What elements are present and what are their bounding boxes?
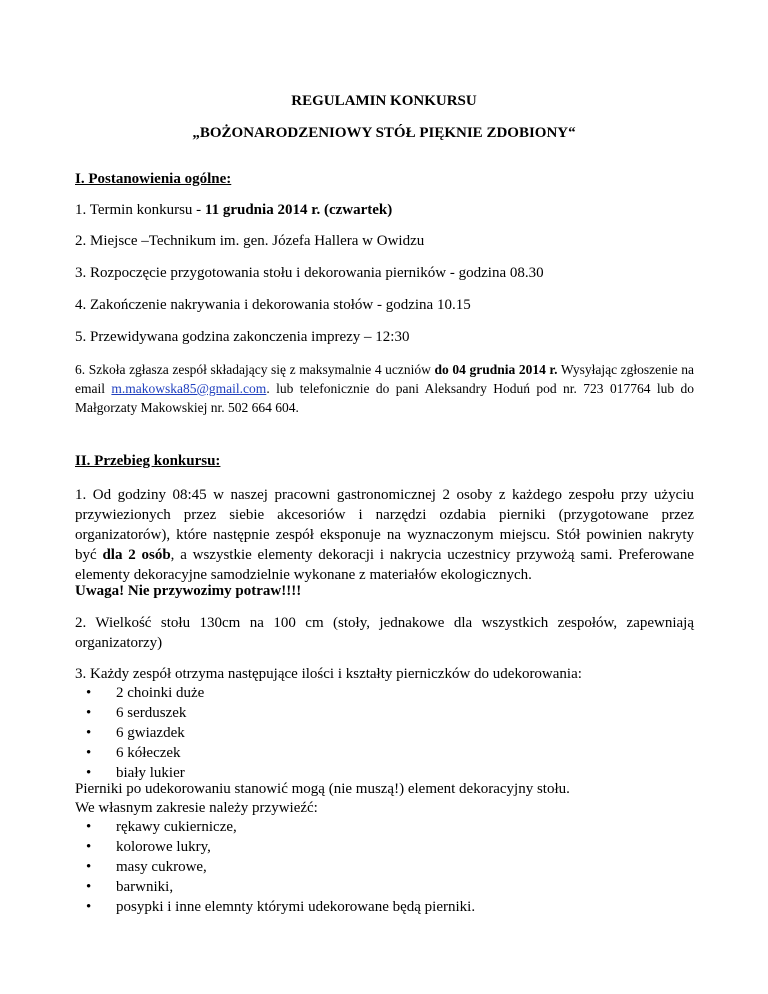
list-item: • rękawy cukiernicze, xyxy=(86,819,237,835)
contest-date: 11 grudnia 2014 r. (czwartek) xyxy=(204,202,393,218)
list-item: • biały lukier xyxy=(86,765,185,781)
section-1-item-1: 1. Termin konkursu - 11 grudnia 2014 r. (czwartek) xyxy=(75,202,393,218)
section-2-paragraph-5: We własnym zakresie należy przywieźć: xyxy=(75,800,318,816)
section-1-item-3: 3. Rozpoczęcie przygotowania stołu i dekorowania pierników - godzina 08.30 xyxy=(75,265,544,281)
bullet-icon: • xyxy=(86,819,92,835)
bullet-icon: • xyxy=(86,839,92,855)
supplies-list xyxy=(86,817,475,917)
section-1-item-2: 2. Miejsce –Technikum im. gen. Józefa Hallera w Owidzu xyxy=(75,233,425,249)
document-subtitle: „BOŻONARODZENIOWY STÓŁ PIĘKNIE ZDOBIONY“ xyxy=(192,125,576,141)
section-2-paragraph-4: Pierniki po udekorowaniu stanowić mogą (nie muszą!) element dekoracyjny stołu. xyxy=(75,781,570,797)
section-1-item-5: 5. Przewidywana godzina zakonczenia imprezy – 12:30 xyxy=(75,329,410,345)
section-2-heading: II. Przebieg konkursu: xyxy=(75,453,221,469)
gingerbread-list xyxy=(86,683,204,783)
registration-deadline: do 04 grudnia 2014 r. xyxy=(434,362,558,377)
bullet-icon: • xyxy=(86,765,92,781)
bullet-icon: • xyxy=(86,685,92,701)
bullet-icon: • xyxy=(86,705,92,721)
section-2-paragraph-3: 3. Każdy zespół otrzyma następujące ilości i kształty pierniczków do udekorowania: xyxy=(75,666,582,682)
bullet-icon: • xyxy=(86,859,92,875)
bullet-icon: • xyxy=(86,899,92,915)
list-item: • 2 choinki duże xyxy=(86,685,205,701)
document-title: REGULAMIN KONKURSU xyxy=(291,93,477,109)
section-1-item-4: 4. Zakończenie nakrywania i dekorowania stołów - godzina 10.15 xyxy=(75,297,471,313)
email-link[interactable]: m.makowska85@gmail.com xyxy=(111,381,267,396)
section-2-paragraph-1: 1. Od godziny 08:45 w naszej pracowni gastronomicznej 2 osoby z każdego zespołu przy użyciu przywiezionych przez siebie akcesoriów i narzędzi ozdabia pierniki (przygotowane przez organizatorów), które następnie zespół eksponuje na wyznaczonym miejscu. Stół powinien nakryty być dla 2 osób, a wszystkie elementy dekoracji i nakrycia uczestnicy przywożą sami. Preferowane elementy dekoracyjne samodzielnie wykonane z materiałów ekologicznych. xyxy=(75,487,694,583)
list-item: • masy cukrowe, xyxy=(86,859,207,875)
bullet-icon: • xyxy=(86,725,92,741)
list-item: • posypki i inne elemnty którymi udekorowane będą pierniki. xyxy=(86,899,476,915)
table-for-two: dla 2 osób xyxy=(102,547,171,563)
bullet-icon: • xyxy=(86,745,92,761)
list-item: • kolorowe lukry, xyxy=(86,839,211,855)
list-item: • 6 gwiazdek xyxy=(86,725,185,741)
list-item: • 6 serduszek xyxy=(86,705,187,721)
section-1-item-6: 6. Szkoła zgłasza zespół składający się z maksymalnie 4 uczniów do 04 grudnia 2014 r. Wysyłając zgłoszenie na email m.makowska85@gmail.com. lub telefonicznie do pani Aleksandry Hoduń pod nr. 723 017764 lub do Małgorzaty Makowskiej nr. 502 664 604. xyxy=(75,362,694,415)
list-item: • barwniki, xyxy=(86,879,174,895)
section-1-heading: I. Postanowienia ogólne: xyxy=(75,171,232,187)
warning-text: Uwaga! Nie przywozimy potraw!!!! xyxy=(75,583,302,599)
section-2-paragraph-2: 2. Wielkość stołu 130cm na 100 cm (stoły, jednakowe dla wszystkich zespołów, zapewniają organizatorzy) xyxy=(75,615,694,651)
list-item: • 6 kółeczek xyxy=(86,745,181,761)
bullet-icon: • xyxy=(86,879,92,895)
